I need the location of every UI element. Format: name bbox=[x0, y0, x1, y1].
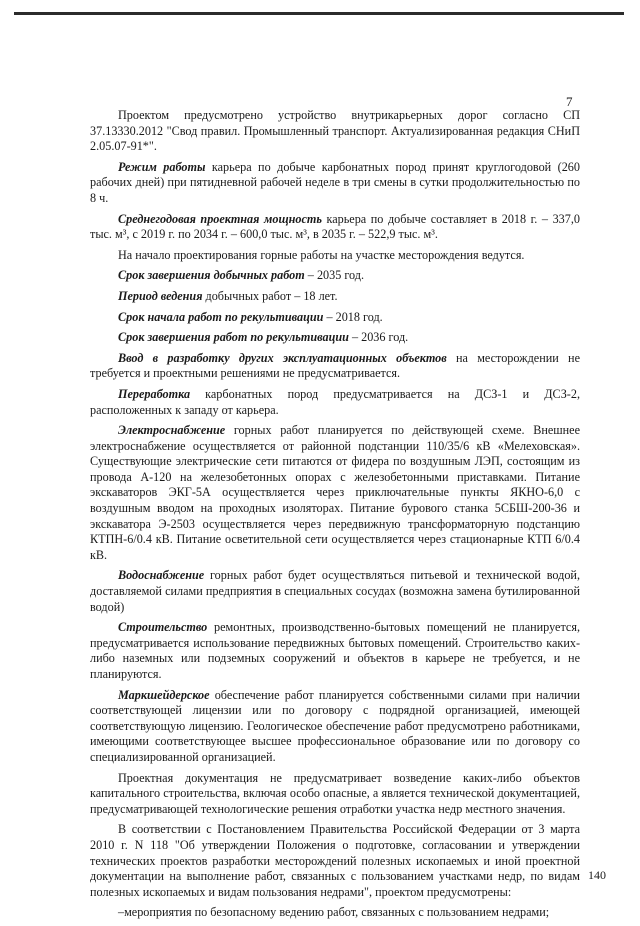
paragraph: Электроснабжение горных работ планируется по действующей схеме. Внешнее электроснабжение осуществляется от районной подстанции 110/35/6 кВ «Мелеховская». Существующие электрические сети питаются от фидера по воздушным ЛЭП, состоящим из провода А-120 на железобетонных опорах с железобетонными приставками. Питание экскаваторов ЭКГ-5А осуществляется через приключательные пункты ЯКНО-6,0 с воздушным вводом на проходных изоляторах. Питание бурового станка 5СБШ-200-36 и экскаватора Э-2503 осуществляется через передвижную трансформаторную подстанцию КТПН-6/0.4 кВ. Питание осветительной сети осуществляется через стационарные КТП 6/0.4 кВ. bbox=[90, 423, 580, 562]
paragraph: –мероприятия по безопасному ведению работ, связанных с пользованием недрами; bbox=[118, 905, 550, 920]
paragraph: В соответствии с Постановлением Правительства Российской Федерации от 3 марта 2010 г. N 118 "Об утверждении Положения о подготовке, согласовании и утверждении технических проектов разработки месторождений полезных ископаемых и иной проектной документации на выполнение работ, связанных с пользованием участками недр, по видам полезных ископаемых и видам пользования недрами", проектом предусмотрены: bbox=[90, 822, 580, 899]
paragraph: Режим работы карьера по добыче карбонатных пород принят круглогодовой (260 рабочих дней) при пятидневной рабочей неделе в три смены в сутки продолжительностью по 8 ч. bbox=[90, 159, 580, 205]
paragraph: Срок завершения добычных работ – 2035 год. bbox=[118, 268, 365, 283]
paragraph: Срок начала работ по рекультивации – 2018 год. bbox=[118, 309, 383, 324]
paragraph: Период ведения добычных работ – 18 лет. bbox=[118, 288, 338, 303]
paragraph: Среднегодовая проектная мощность карьера по добыче составляет в 2018 г. – 337,0 тыс. м³, с 2019 г. по 2034 г. – 600,0 тыс. м³, в 2035 г. – 522,9 тыс. м³. bbox=[90, 211, 581, 242]
paragraph: Проектом предусмотрено устройство внутрикарьерных дорог согласно СП 37.13330.2012 "Свод правил. Промышленный транспорт. Актуализированная редакция СНиП 2.05.07-91*". bbox=[90, 108, 580, 154]
sheet-number: 140 bbox=[588, 868, 606, 882]
paragraph: Строительство ремонтных, производственно-бытовых помещений не планируется, предусматривается использование передвижных бытовых помещений. Строительство каких-либо наземных или подземных сооружений и объектов в карьере не требуется, и не планируются. bbox=[90, 620, 580, 681]
paragraph: Срок завершения работ по рекультивации – 2036 год. bbox=[118, 330, 409, 345]
page-number: 7 bbox=[566, 94, 573, 109]
paragraph: Водоснабжение горных работ будет осуществляться питьевой и технической водой, доставляемой силами предприятия в специальных сосудах (возможна замена бутилированной водой) bbox=[90, 568, 580, 614]
paragraph: Проектная документация не предусматривает возведение каких-либо объектов капитального строительства, включая особо опасные, а является технической документацией, предусматривающей технологические решения отработки участка недр местного значения. bbox=[90, 770, 580, 816]
paragraph: Маркшейдерское обеспечение работ планируется собственными силами при наличии соответствующей лицензии или по договору с подрядной организацией, имеющей соответствующую лицензию. Геологическое обеспечение работ предусмотрено работниками, имеющими соответствующее высшее профессиональное образование или по договору со специализированной организацией. bbox=[90, 687, 580, 764]
document-body bbox=[90, 108, 580, 926]
paragraph: Ввод в разработку других эксплуатационных объектов на месторождении не требуется и проектными решениями не предусматривается. bbox=[90, 350, 580, 381]
paragraph: Переработка карбонатных пород предусматривается на ДСЗ-1 и ДСЗ-2, расположенных к западу от карьера. bbox=[90, 386, 580, 417]
top-border-line bbox=[14, 12, 624, 15]
paragraph: На начало проектирования горные работы на участке месторождения ведутся. bbox=[118, 247, 525, 262]
